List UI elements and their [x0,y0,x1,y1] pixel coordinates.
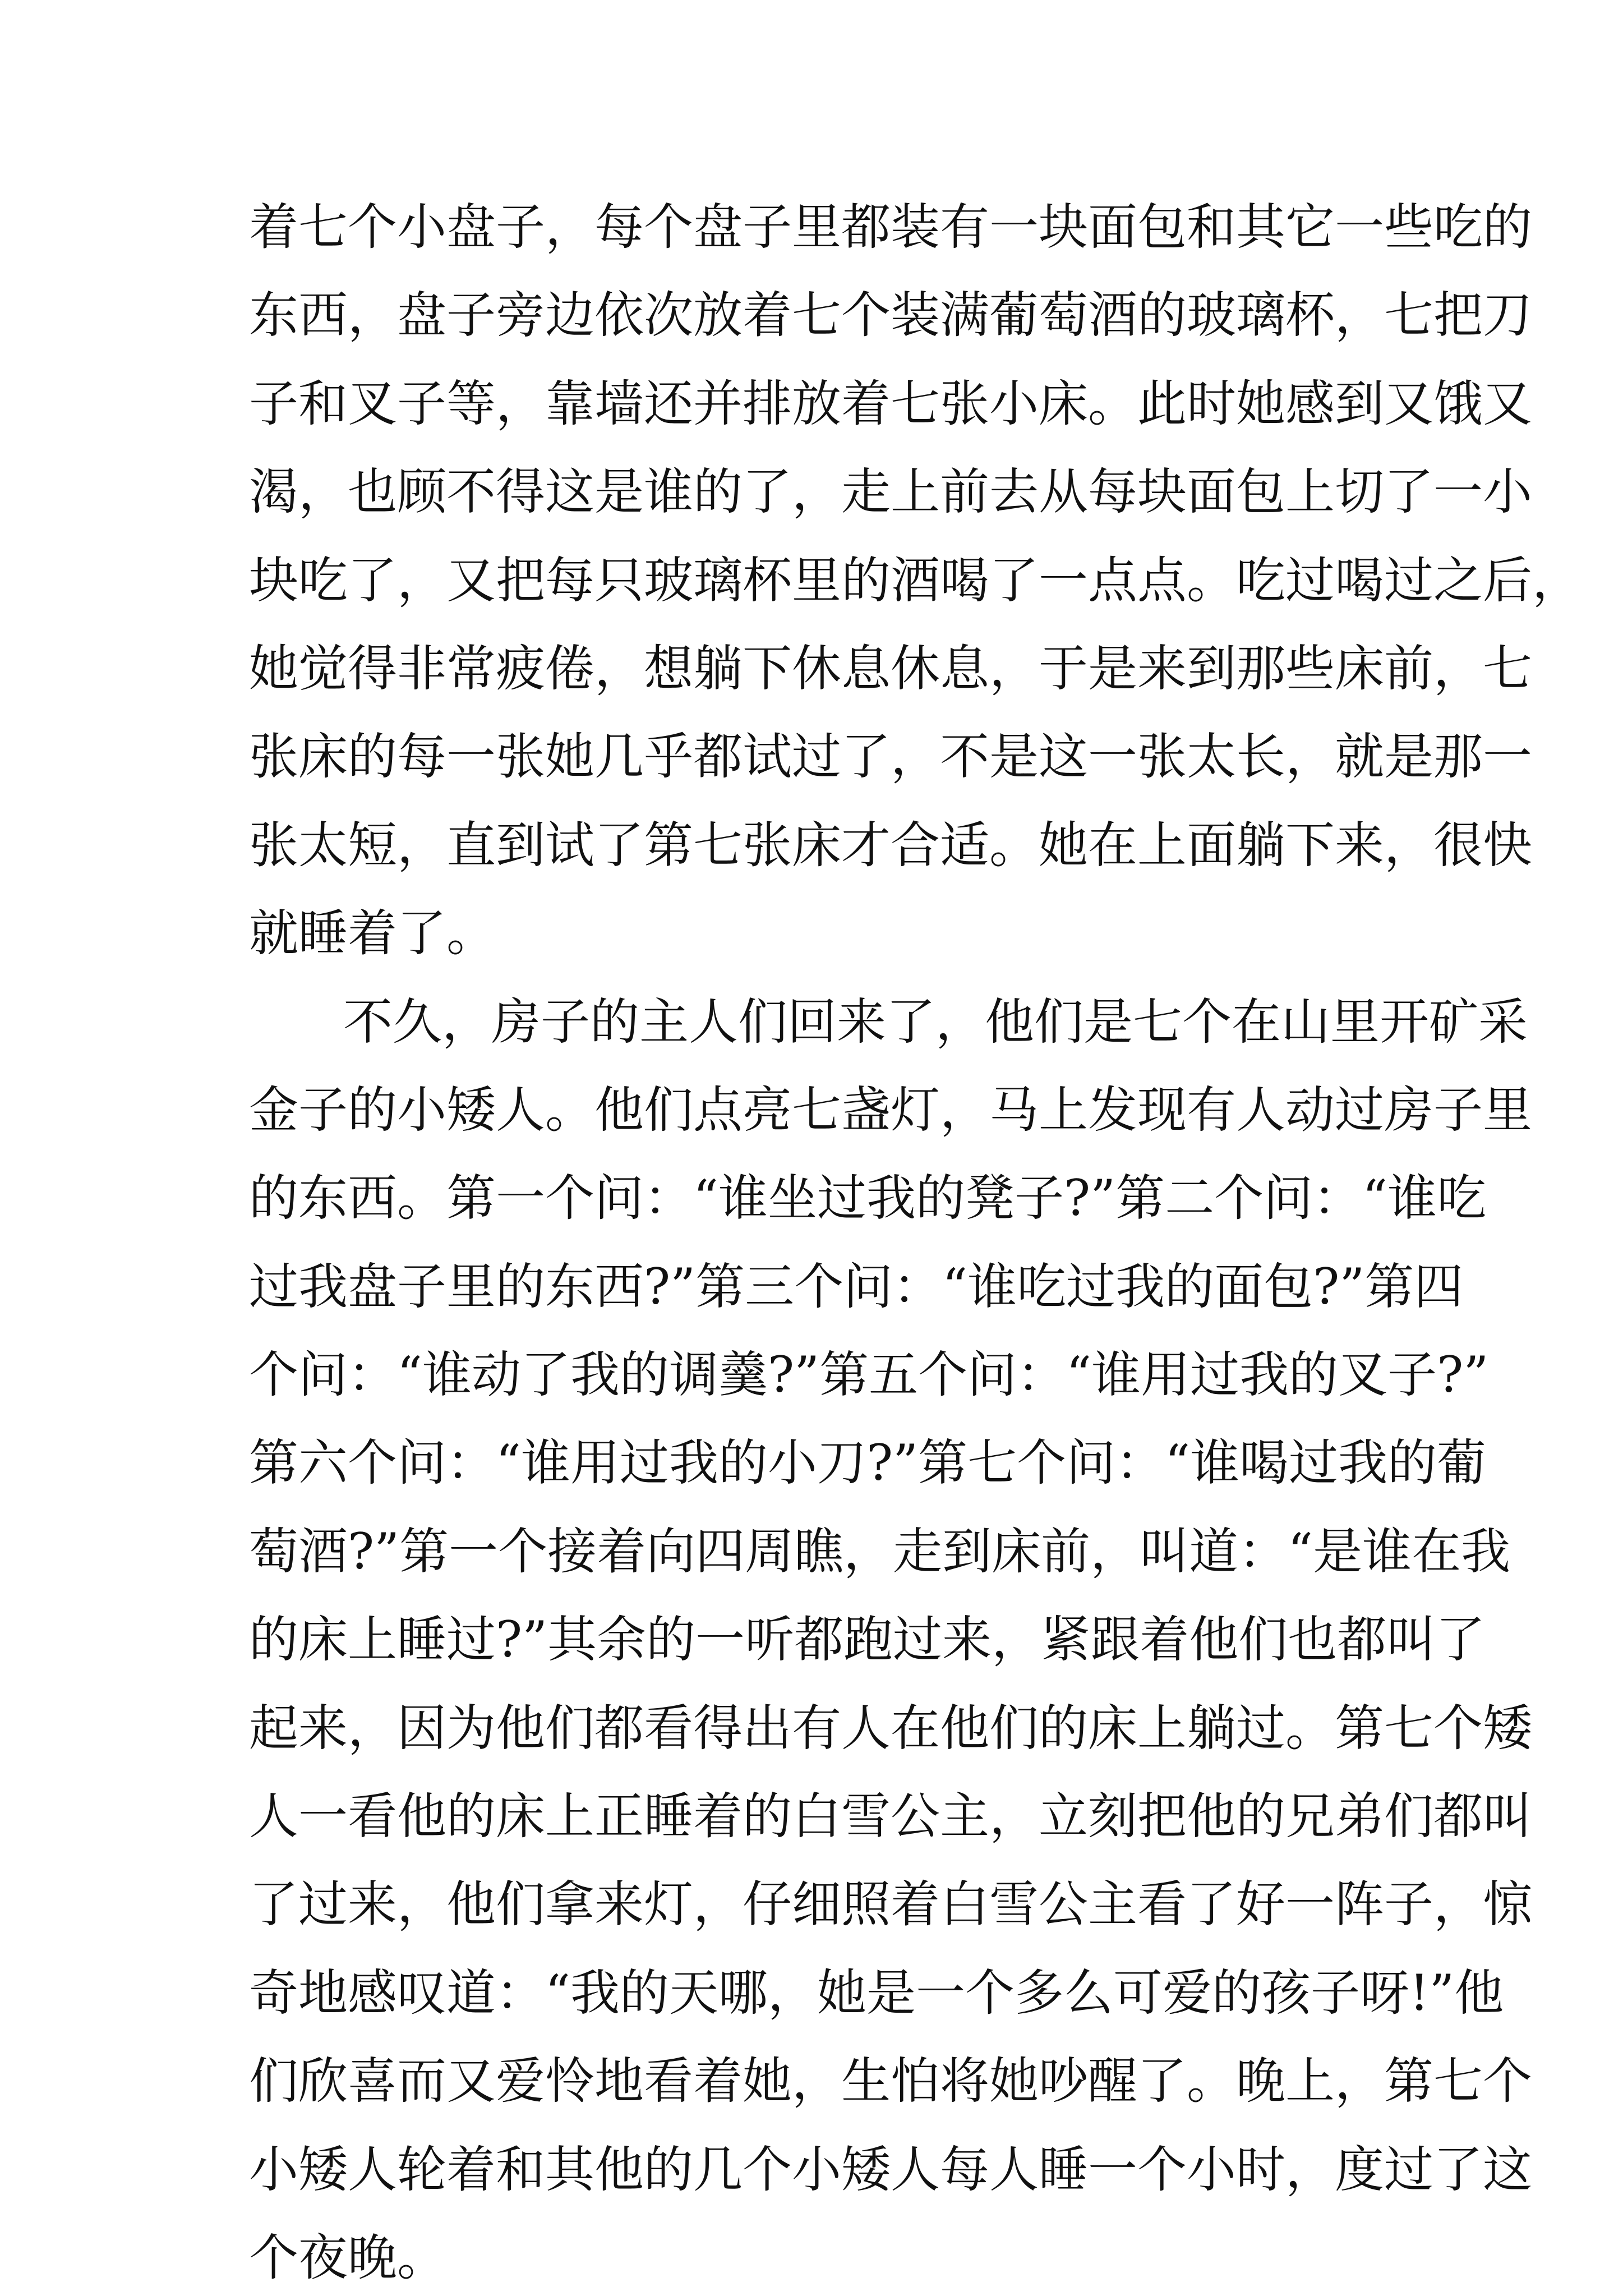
paragraph-first-line: 不久，房子的主人们回来了，他们是七个在山里开矿采 [343,993,1528,1051]
text-line: 第六个问：“谁用过我的小刀?”第七个问：“谁喝过我的葡 [249,1434,1487,1492]
text-line: 张太短，直到试了第七张床才合适。她在上面躺下来，很快 [249,816,1533,874]
paragraph-end-line: 就睡着了。 [249,904,496,962]
text-line: 萄酒?”第一个接着向四周瞧，走到床前，叫道：“是谁在我 [249,1522,1511,1580]
text-line: 人一看他的床上正睡着的白雪公主，立刻把他的兄弟们都叫 [249,1787,1533,1845]
text-line: 奇地感叹道：“我的天哪，她是一个多么可爱的孩子呀!”他 [249,1964,1504,2022]
text-line: 子和叉子等，靠墙还并排放着七张小床。此时她感到又饿又 [249,375,1533,432]
text-line: 块吃了，又把每只玻璃杯里的酒喝了一点点。吃过喝过之后， [249,551,1582,609]
text-line: 过我盘子里的东西?”第三个问：“谁吃过我的面包?”第四 [249,1258,1464,1315]
text-line: 着七个小盘子，每个盘子里都装有一块面包和其它一些吃的 [249,198,1533,256]
text-line: 个问：“谁动了我的调羹?”第五个问：“谁用过我的叉子?” [249,1346,1489,1404]
text-line: 张床的每一张她几乎都试过了，不是这一张太长，就是那一 [249,728,1533,785]
text-line: 了过来，他们拿来灯，仔细照着白雪公主看了好一阵子，惊 [249,1875,1533,1933]
text-line: 渴，也顾不得这是谁的了，走上前去从每块面包上切了一小 [249,463,1533,521]
paragraph-end-line: 个夜晚。 [249,2229,447,2286]
text-line: 的东西。第一个问：“谁坐过我的凳子?”第二个问：“谁吃 [249,1169,1487,1227]
text-line: 的床上睡过?”其余的一听都跑过来，紧跟着他们也都叫了 [249,1611,1486,1668]
text-line: 东西，盘子旁边依次放着七个装满葡萄酒的玻璃杯，七把刀 [249,286,1533,344]
text-line: 小矮人轮着和其他的几个小矮人每人睡一个小时，度过了这 [249,2141,1533,2198]
text-line: 起来，因为他们都看得出有人在他们的床上躺过。第七个矮 [249,1699,1533,1757]
text-line: 她觉得非常疲倦，想躺下休息休息，于是来到那些床前，七 [249,639,1533,697]
text-line: 金子的小矮人。他们点亮七盏灯，马上发现有人动过房子里 [249,1081,1533,1139]
text-line: 们欣喜而又爱怜地看着她，生怕将她吵醒了。晚上，第七个 [249,2052,1533,2110]
